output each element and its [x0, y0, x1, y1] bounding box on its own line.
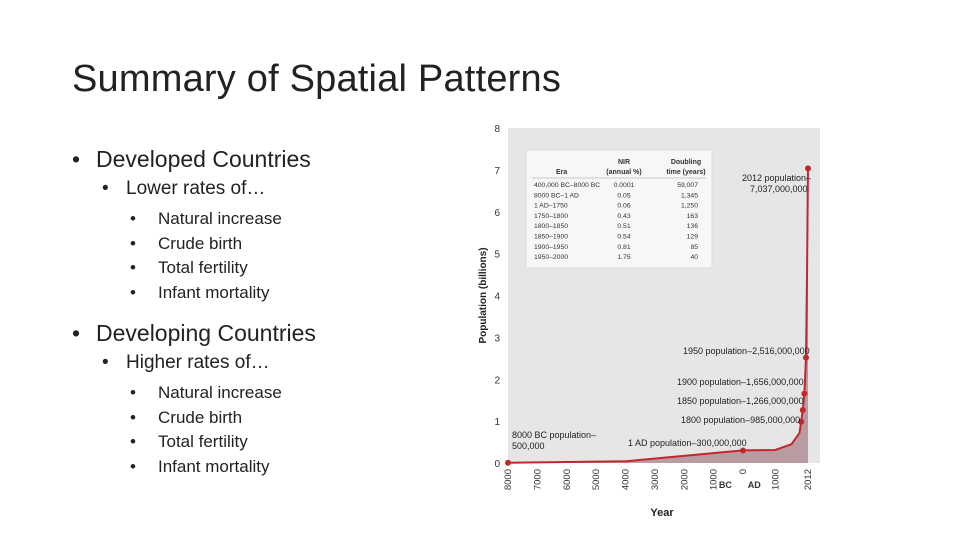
x-tick-label: 0 [738, 469, 749, 475]
data-marker [805, 165, 811, 171]
bullet-item: • Natural increase [130, 209, 282, 228]
bullet-item-text: Crude birth [158, 233, 243, 253]
table-cell-nir: 0.54 [617, 233, 631, 241]
bullet-item: • Natural increase [130, 383, 282, 402]
x-era-label-ad: AD [747, 480, 761, 490]
bullet-item-text: Infant mortality [158, 282, 270, 302]
table-cell-nir: 0.51 [617, 223, 631, 231]
table-cell-era: 1 AD–1750 [534, 202, 568, 210]
bullet-heading: • Developing Countries [72, 320, 316, 346]
table-cell-nir: 0.0001 [613, 182, 635, 189]
table-cell-doubling: 85 [690, 243, 698, 251]
population-growth-chart [476, 118, 822, 522]
table-cell-doubling: 163 [686, 212, 698, 220]
y-tick-label: 8 [494, 124, 500, 135]
bullet-item-text: Total fertility [158, 258, 248, 277]
annotation-1ad: 1 AD population–300,000,000 [628, 438, 747, 448]
table-cell-doubling: 1,345 [680, 192, 698, 200]
table-cell-nir: 1.75 [617, 254, 631, 262]
annotation-8000bc: 8000 BC population– [512, 430, 597, 440]
table-cell-era: 1750–1800 [534, 212, 569, 220]
bullet-item: • Infant mortality [130, 456, 270, 476]
bullet-item-text: Crude birth [158, 407, 243, 427]
x-tick-label: 3000 [649, 469, 661, 491]
annotation-8000bc-value: 500,000 [512, 441, 545, 451]
bullet-item-text: Total fertility [158, 432, 248, 451]
table-header-doubling: Doubling [670, 159, 702, 166]
bullet-item-text: Natural increase [158, 209, 282, 228]
bullet-heading: • Developed Countries [72, 146, 311, 172]
y-tick-label: 4 [494, 291, 500, 303]
table-cell-era: 400,000 BC–8000 BC [534, 182, 601, 189]
bullet-group-developing [72, 319, 472, 479]
bullet-list [72, 145, 472, 489]
table-header-nir-unit: (annual %) [606, 169, 642, 176]
table-cell-nir: 0.81 [617, 243, 631, 251]
annotation-1900: 1900 population–1,656,000,000 [677, 377, 804, 387]
bullet-heading-text: Developing Countries [96, 320, 316, 346]
x-tick-label: 1000 [770, 469, 782, 491]
x-tick-label: 5000 [591, 469, 603, 491]
y-tick-label: 6 [494, 207, 500, 219]
data-marker [740, 447, 746, 453]
annotation-2012: 2012 population– [742, 173, 812, 183]
data-marker [800, 407, 806, 413]
table-cell-era: 1850–1900 [534, 233, 569, 241]
table-cell-era: 1950–2000 [534, 254, 569, 262]
bullet-item-text: Natural increase [158, 383, 282, 402]
data-marker [505, 460, 511, 466]
slide-title: Summary of Spatial Patterns [72, 58, 562, 100]
x-tick-label: 7000 [532, 469, 544, 491]
annotation-1850: 1850 population–1,266,000,000 [677, 396, 804, 406]
bullet-item: • Crude birth [130, 233, 243, 253]
bullet-subheading: • Lower rates of… [102, 178, 266, 199]
x-axis-label: Year [650, 507, 674, 519]
x-tick-label: 8000 [503, 469, 514, 491]
y-axis-label: Population (billions) [478, 247, 489, 344]
x-tick-label: 6000 [561, 469, 573, 491]
y-tick-label: 1 [494, 417, 500, 429]
x-tick-label: 4000 [620, 469, 632, 491]
table-cell-doubling: 40 [690, 254, 698, 262]
y-tick-label: 3 [494, 333, 500, 345]
bullet-subheading-text: Lower rates of… [126, 178, 266, 199]
table-header-nir: NIR [617, 159, 631, 166]
table-cell-doubling: 129 [686, 233, 698, 241]
bullet-item-text: Infant mortality [158, 456, 270, 476]
bullet-subheading-text: Higher rates of… [126, 352, 270, 373]
bullet-group-developed [72, 145, 472, 305]
annotation-1950: 1950 population–2,516,000,000 [683, 346, 810, 356]
annotation-2012-value: 7,037,000,000 [750, 184, 808, 194]
table-cell-era: 8000 BC–1 AD [534, 192, 579, 200]
y-tick-label: 2 [494, 375, 500, 387]
table-cell-doubling: 59,007 [677, 182, 698, 189]
y-tick-label: 5 [494, 249, 500, 261]
y-tick-label: 7 [494, 165, 500, 177]
table-header-doubling-unit: time (years) [666, 169, 706, 176]
bullet-subheading: • Higher rates of… [102, 352, 270, 373]
bullet-heading-text: Developed Countries [96, 146, 311, 172]
x-tick-label: 1000 [708, 469, 720, 491]
x-tick-label: 2000 [679, 469, 691, 491]
table-cell-nir: 0.05 [617, 192, 631, 200]
annotation-1800: 1800 population–985,000,000 [681, 415, 801, 425]
table-cell-doubling: 136 [686, 223, 698, 231]
bullet-item: • Total fertility [130, 258, 248, 277]
table-cell-era: 1800–1850 [534, 223, 569, 231]
bullet-item: • Total fertility [130, 432, 248, 451]
table-cell-nir: 0.43 [617, 212, 631, 220]
bullet-item: • Crude birth [130, 407, 243, 427]
x-tick-label: 2012 [803, 469, 814, 491]
x-era-label-bc: BC [718, 480, 732, 490]
bullet-item: • Infant mortality [130, 282, 270, 302]
table-cell-nir: 0.06 [617, 202, 631, 210]
table-cell-era: 1900–1950 [534, 243, 569, 251]
table-cell-doubling: 1,250 [680, 202, 698, 210]
table-header-era: Era [556, 169, 568, 176]
y-tick-label: 0 [494, 459, 500, 470]
